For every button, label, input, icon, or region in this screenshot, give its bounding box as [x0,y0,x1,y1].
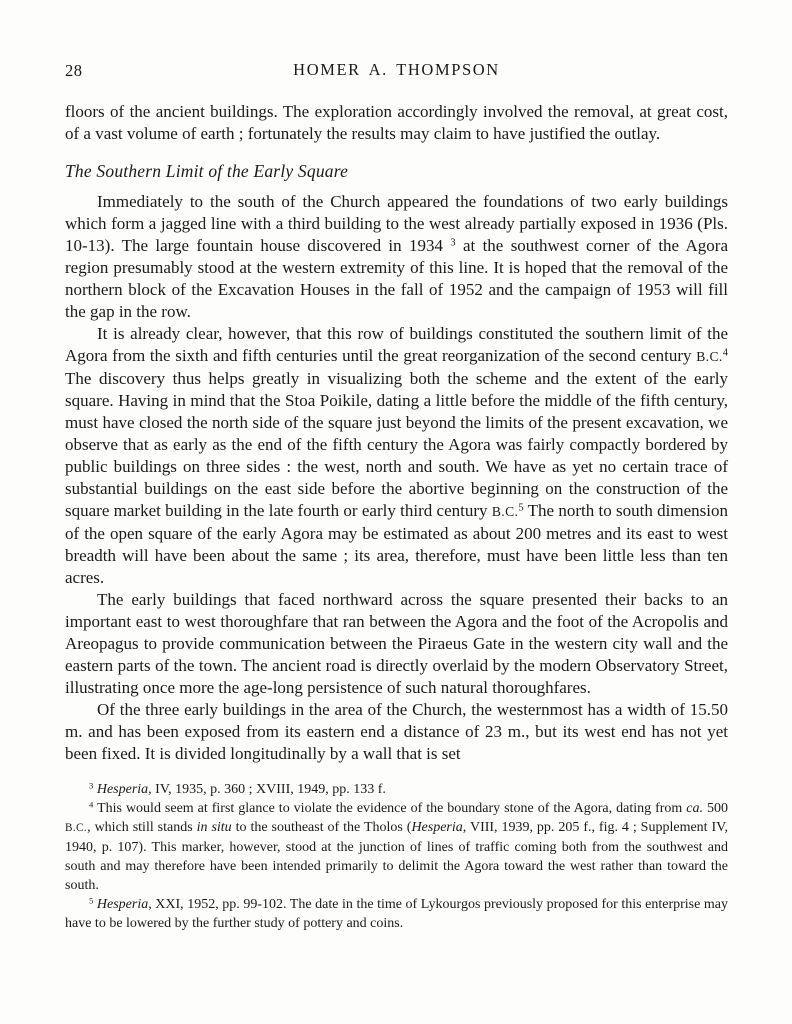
section-heading: The Southern Limit of the Early Square [65,161,349,181]
paragraph-immediately-south: Immediately to the south of the Church appeared the foundations of two early buildings which form a jagged line with a third building to the west already partially exposed in 1936 (Pls. 10-13). The large fountain house discovered in 1934 $^3$ at the southwest corner of the Agora region presumably stood at the western extremity of this line. It is hoped that the removal of the northern block of the Excavation Houses in the fall of 1952 and the campaign of 1953 will fill the gap in the row. [65,192,728,321]
paragraph-row-of-buildings: It is already clear, however, that this row of buildings constituted the southern limit of the Agora from the sixth and fifth centuries until the great reorganization of the second century B.C.$^4$ The discovery thus helps greatly in visualizing both the scheme and the extent of the early square. Having in mind that the Stoa Poikile, dating a little before the middle of the fifth century, must have closed the north side of the square just beyond the limits of the present excavation, we observe that as early as the end of the fifth century the Agora was fairly compactly bordered by public buildings on three sides : the west, north and south. We have as yet no certain trace of substantial buildings on the east side before the abortive beginning on the construction of the square market building in the late fourth or early third century B.C.$^5$ The north to south dimension of the open square of the early Agora may be estimated as about 200 metres and its east to west breadth will have been about the same ; its area, therefore, must have been little less than ten acres. [65,324,728,587]
page-header [65,60,728,82]
paragraph-three-early-buildings: Of the three early buildings in the area of the Church, the westernmost has a width of 15.50 m. and has been exposed from its eastern end a distance of 23 m., but its west end has not yet been fixed. It is divided longitudinally by a wall that is set [65,700,728,763]
footnote-5: $^5$ Hesperia, XXI, 1952, pp. 99-102. The date in the time of Lykourgos previously proposed for this enterprise may have to be lowered by the further study of pottery and coins. [65,895,729,931]
paragraph-early-buildings-thoroughfare: The early buildings that faced northward across the square presented their backs to an important east to west thoroughfare that ran between the Agora and the foot of the Acropolis and Areopagus to provide communication between the Piraeus Gate in the western city wall and the eastern parts of the town. The ancient road is directly overlaid by the modern Observatory Street, illustrating once more the age-long persistence of such natural thoroughfares. [65,590,728,697]
footnote-3: $^3$ Hesperia, IV, 1935, p. 360 ; XVIII, 1949, pp. 133 f. [89,780,386,797]
footnotes-section [65,780,728,933]
article-body [65,101,728,765]
running-head-author: HOMER A. THOMPSON [293,60,500,79]
opening-paragraph: floors of the ancient buildings. The exploration accordingly involved the removal, at great cost, of a vast volume of earth ; fortunately the results may claim to have justified the outlay. [65,102,728,143]
page-number: 28 [65,61,83,80]
footnote-4: $^4$ This would seem at first glance to violate the evidence of the boundary stone of the Agora, dating from ca. 500 B.C., which still stands in situ to the southeast of the Tholos (Hesperia, VIII, 1939, pp. 205 f., fig. 4 ; Supplement IV, 1940, p. 107). This marker, however, stood at the junction of lines of traffic coming both from the southwest and south and may therefore have been intended primarily to delimit the Agora toward the west rather than toward the south. [65,799,728,893]
page-content [65,60,728,933]
